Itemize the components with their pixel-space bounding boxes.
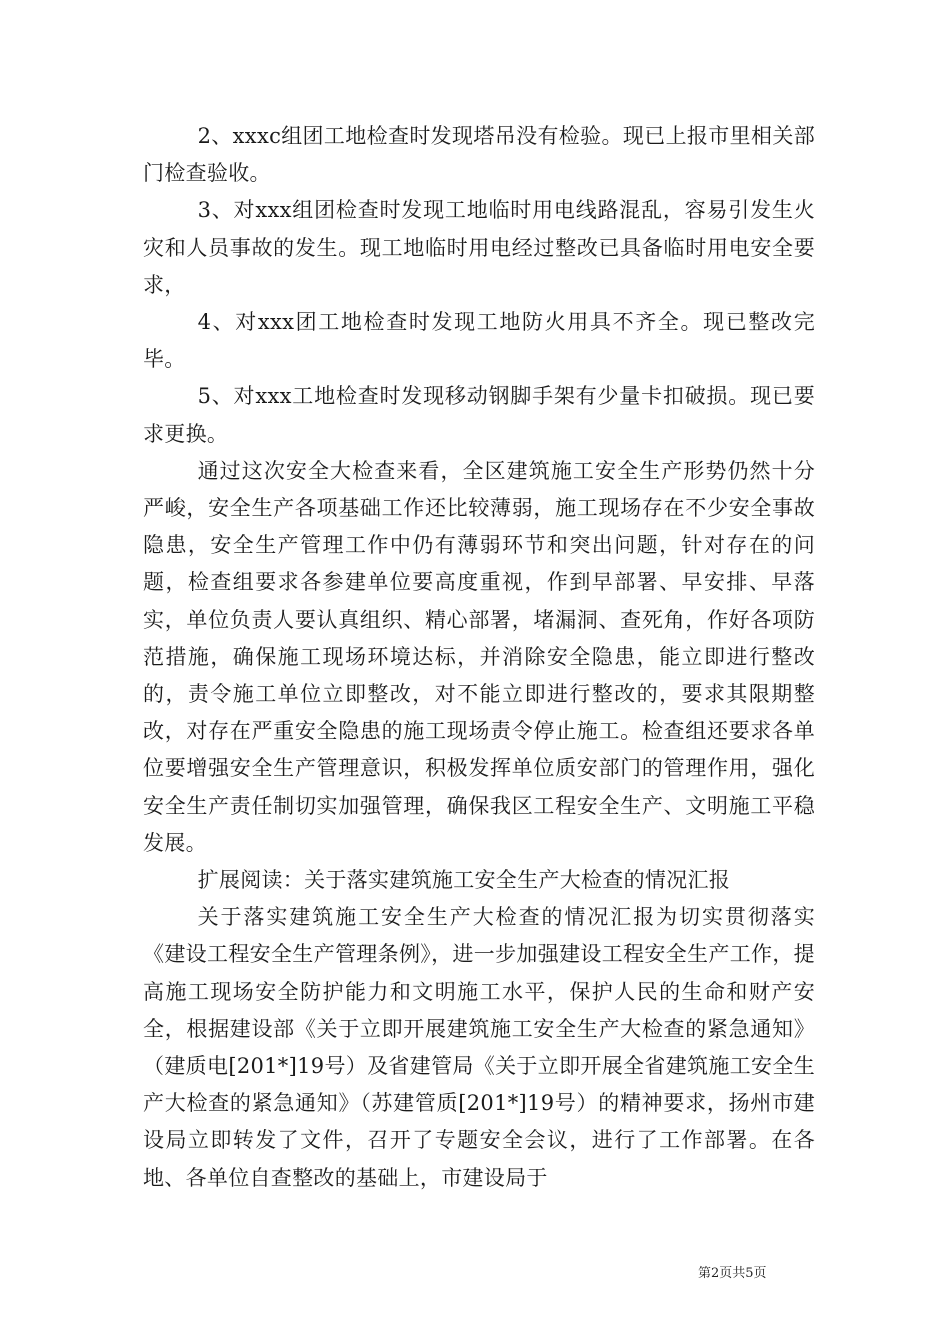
paragraph-item-4: 4、对xxx团工地检查时发现工地防火用具不齐全。现已整改完毕。 bbox=[143, 310, 815, 372]
document-body bbox=[143, 118, 815, 1197]
paragraph-item-3: 3、对xxx组团检查时发现工地临时用电线路混乱，容易引发生火灾和人员事故的发生。现工地临时用电经过整改已具备临时用电安全要求， bbox=[143, 198, 815, 297]
paragraph-item-5: 5、对xxx工地检查时发现移动钢脚手架有少量卡扣破损。现已要求更换。 bbox=[143, 384, 815, 446]
paragraph-report-intro: 关于落实建筑施工安全生产大检查的情况汇报为切实贯彻落实《建设工程安全生产管理条例》，进一步加强建设工程安全生产工作，提高施工现场安全防护能力和文明施工水平，保护人民的生命和财产安全，根据建设部《关于立即开展建筑施工安全生产大检查的紧急通知》（建质电[201*]19号）及省建管局《关于立即开展全省建筑施工安全生产大检查的紧急通知》（苏建管质[201*]19号）的精神要求，扬州市建设局立即转发了文件，召开了专题安全会议，进行了工作部署。在各地、各单位自查整改的基础上，市建设局于 bbox=[143, 905, 815, 1190]
page-number: 第2页共5页 bbox=[698, 1266, 767, 1281]
extended-reading-heading: 扩展阅读：关于落实建筑施工安全生产大检查的情况汇报 bbox=[197, 868, 731, 893]
paragraph-summary: 通过这次安全大检查来看，全区建筑施工安全生产形势仍然十分严峻，安全生产各项基础工作还比较薄弱，施工现场存在不少安全事故隐患，安全生产管理工作中仍有薄弱环节和突出问题，针对存在的问题，检查组要求各参建单位要高度重视，作到早部署、早安排、早落实，单位负责人要认真组织、精心部署，堵漏洞、查死角，作好各项防范措施，确保施工现场环境达标，并消除安全隐患，能立即进行整改的，责令施工单位立即整改，对不能立即进行整改的，要求其限期整改，对存在严重安全隐患的施工现场责令停止施工。检查组还要求各单位要增强安全生产管理意识，积极发挥单位质安部门的管理作用，强化安全生产责任制切实加强管理，确保我区工程安全生产、文明施工平稳发展。 bbox=[143, 458, 815, 855]
paragraph-item-2: 2、xxxc组团工地检查时发现塔吊没有检验。现已上报市里相关部门检查验收。 bbox=[143, 124, 815, 186]
